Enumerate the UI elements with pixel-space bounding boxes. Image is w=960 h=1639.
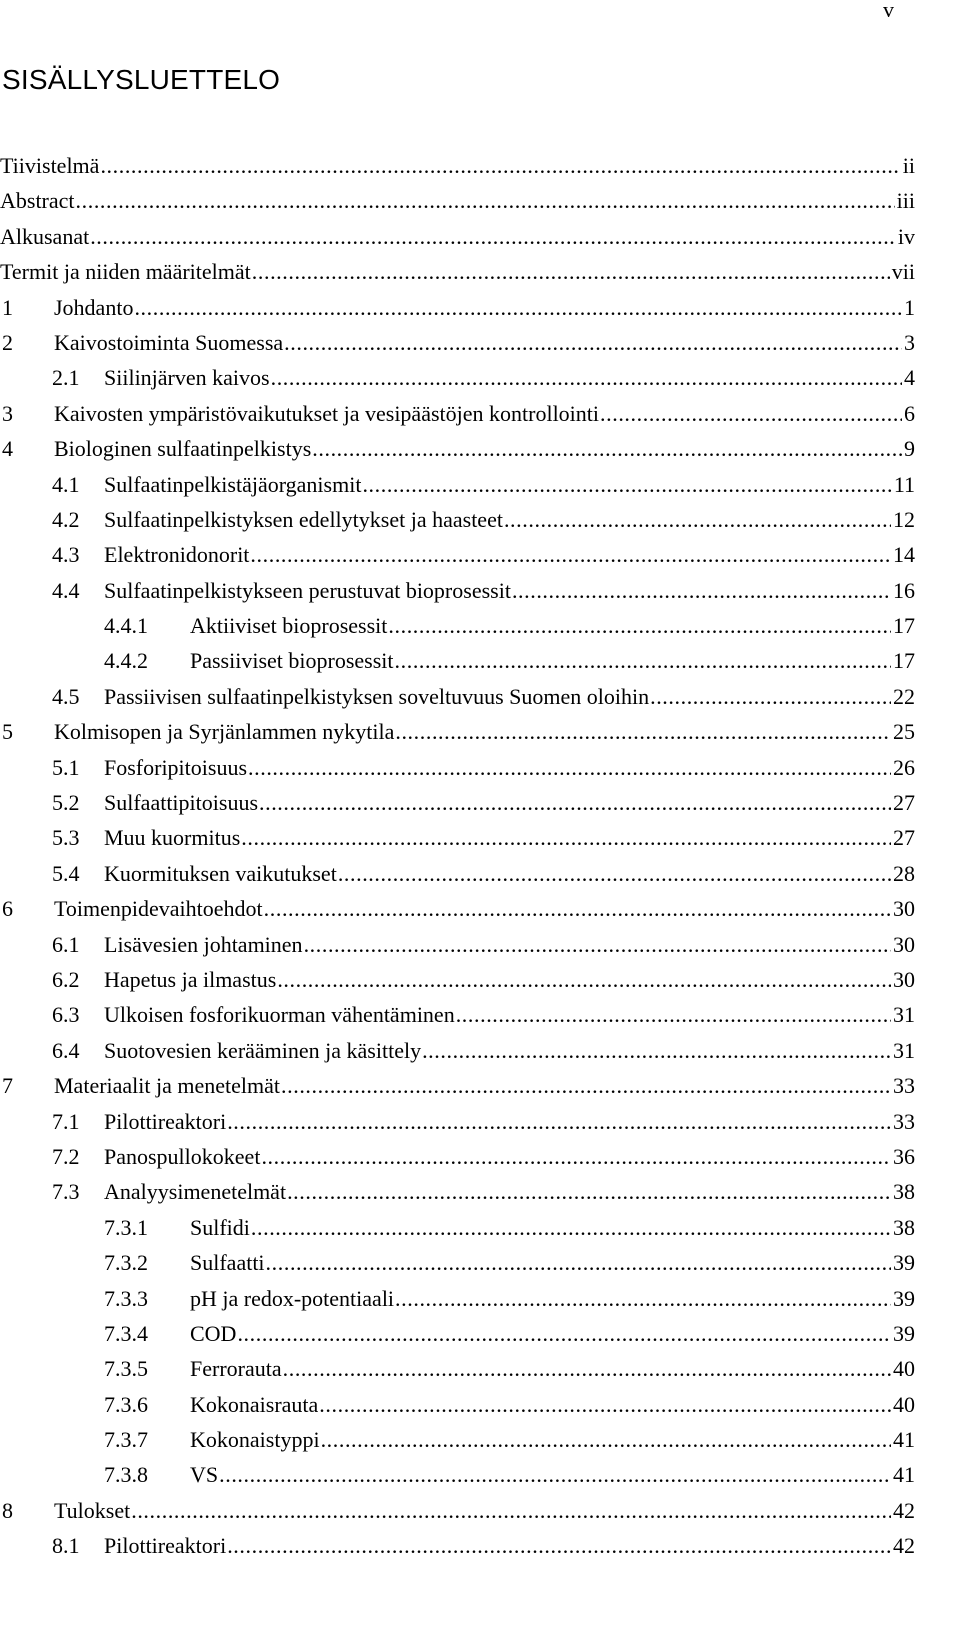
- toc-entry-label: Hapetus ja ilmastus: [104, 966, 277, 992]
- toc-entry-number: 7.3.3: [104, 1285, 148, 1311]
- toc-entry[interactable]: [0, 714, 915, 749]
- toc-dot-leader: [283, 1351, 891, 1386]
- toc-entry[interactable]: [0, 1068, 915, 1103]
- toc-dot-leader: [261, 1139, 891, 1174]
- toc-entry-page: 31: [893, 1002, 915, 1028]
- toc-dot-leader: [504, 502, 891, 537]
- toc-entry[interactable]: [0, 891, 915, 926]
- toc-entry-number: 8.1: [52, 1533, 80, 1559]
- toc-entry[interactable]: [0, 856, 915, 891]
- toc-entry-number: 6.4: [52, 1037, 80, 1063]
- toc-dot-leader: [271, 360, 902, 395]
- toc-entry-page: 3: [904, 329, 915, 355]
- toc-entry-number: 5.3: [52, 825, 80, 851]
- toc-entry-number: 5.2: [52, 790, 80, 816]
- toc-entry-number: 7.3: [52, 1179, 80, 1205]
- toc-entry-label: Siilinjärven kaivos: [104, 365, 270, 391]
- toc-entry[interactable]: [0, 927, 915, 962]
- toc-entry-label: Toimenpidevaihtoehdot: [54, 896, 263, 922]
- toc-entry-number: 6.1: [52, 931, 80, 957]
- toc-entry-number: 6.2: [52, 966, 80, 992]
- toc-entry-label: Tiivistelmä: [0, 153, 100, 178]
- toc-entry-page: ii: [902, 153, 915, 178]
- toc-entry[interactable]: [0, 1245, 915, 1280]
- toc-entry[interactable]: [0, 750, 915, 785]
- toc-dot-leader: [650, 679, 891, 714]
- toc-dot-leader: [319, 1387, 891, 1422]
- toc-entry-label: Kaivosten ympäristövaikutukset ja vesipäästöjen kontrollointi: [54, 400, 600, 426]
- toc-entry-page: 33: [893, 1108, 915, 1134]
- toc-dot-leader: [277, 962, 891, 997]
- toc-entry[interactable]: [0, 290, 915, 325]
- toc-entry[interactable]: [0, 219, 915, 254]
- toc-entry-page: 40: [893, 1356, 915, 1382]
- toc-entry-page: 22: [893, 683, 915, 709]
- toc-entry-label: Tulokset: [54, 1497, 131, 1523]
- toc-entry[interactable]: [0, 573, 915, 608]
- toc-entry-number: 7.3.6: [104, 1391, 148, 1417]
- toc-entry-label: Materiaalit ja menetelmät: [54, 1073, 281, 1099]
- toc-dot-leader: [241, 820, 891, 855]
- toc-entry-label: Ulkoisen fosforikuorman vähentäminen: [104, 1002, 455, 1028]
- toc-entry-page: vii: [891, 259, 915, 285]
- toc-dot-leader: [600, 396, 902, 431]
- toc-dot-leader: [237, 1316, 891, 1351]
- toc-entry-page: 26: [893, 754, 915, 780]
- toc-title: SISÄLLYSLUETTELO: [2, 64, 281, 95]
- toc-entry[interactable]: [0, 183, 915, 218]
- toc-entry-label: Johdanto: [54, 294, 134, 320]
- toc-dot-leader: [388, 608, 891, 643]
- toc-entry-number: 3: [2, 400, 13, 426]
- toc-entry-page: 33: [893, 1073, 915, 1099]
- toc-entry-label: Elektronidonorit: [104, 542, 250, 568]
- toc-entry-page: 30: [893, 966, 915, 992]
- toc-dot-leader: [248, 750, 891, 785]
- toc-entry-label: Abstract: [0, 188, 75, 214]
- toc-dot-leader: [362, 467, 891, 502]
- toc-entry-number: 7.3.2: [104, 1250, 148, 1276]
- toc-entry[interactable]: [0, 325, 915, 360]
- toc-entry-label: Passiivisen sulfaatinpelkistyksen soveltuvuus Suomen oloihin: [104, 683, 650, 709]
- toc-entry-label: Analyysimenetelmät: [104, 1179, 287, 1205]
- toc-entry-label: Kokonaisrauta: [190, 1391, 319, 1417]
- toc-entry-page: 6: [904, 400, 915, 426]
- toc-entry[interactable]: [0, 537, 915, 572]
- toc-entry-label: Termit ja niiden määritelmät: [0, 259, 251, 285]
- toc-entry[interactable]: [0, 1422, 915, 1457]
- toc-entry-page: 38: [893, 1179, 915, 1205]
- toc-entry-label: Sulfaattipitoisuus: [104, 790, 258, 816]
- toc-dot-leader: [395, 1281, 891, 1316]
- toc-entry[interactable]: [0, 360, 915, 395]
- toc-entry-number: 5.4: [52, 860, 80, 886]
- toc-entry[interactable]: [0, 1139, 915, 1174]
- toc-entry[interactable]: [0, 1033, 915, 1068]
- toc-entry[interactable]: [0, 502, 915, 537]
- toc-entry-number: 4.1: [52, 471, 80, 497]
- toc-dot-leader: [219, 1457, 891, 1492]
- toc-dot-leader: [251, 1210, 891, 1245]
- toc-entry-page: 36: [893, 1143, 915, 1169]
- toc-entry-label: Pilottireaktori: [104, 1108, 227, 1134]
- toc-entry-page: 31: [893, 1037, 915, 1063]
- toc-entry-label: COD: [190, 1320, 237, 1346]
- toc-entry-page: 40: [893, 1391, 915, 1417]
- toc-entry-number: 5: [2, 719, 13, 745]
- toc-entry-page: 28: [893, 860, 915, 886]
- toc-entry-label: Biologinen sulfaatinpelkistys: [54, 436, 312, 462]
- toc-entry[interactable]: [0, 643, 915, 678]
- toc-entry-number: 2.1: [52, 365, 80, 391]
- toc-entry[interactable]: [0, 1493, 915, 1528]
- toc-entry-page: 41: [893, 1427, 915, 1453]
- toc-entry-label: Passiiviset bioprosessit: [190, 648, 394, 674]
- toc-dot-leader: [456, 997, 891, 1032]
- toc-entry-page: 27: [893, 790, 915, 816]
- toc-entry-label: Sulfaatti: [190, 1250, 265, 1276]
- toc-entry[interactable]: [0, 1387, 915, 1422]
- toc-entry-page: 11: [893, 471, 915, 497]
- toc-entry[interactable]: [0, 1528, 915, 1563]
- toc-entry-page: 17: [893, 613, 915, 639]
- toc-entry-number: 6: [2, 896, 13, 922]
- toc-entry-label: Sulfidi: [190, 1214, 250, 1240]
- toc-entry-page: 25: [893, 719, 915, 745]
- toc-entry-number: 7.1: [52, 1108, 80, 1134]
- toc-entry-page: 14: [893, 542, 915, 568]
- toc-entry[interactable]: [0, 1104, 915, 1139]
- toc-dot-leader: [76, 183, 895, 218]
- toc-entry-number: 7: [2, 1073, 13, 1099]
- toc-entry[interactable]: [0, 1316, 915, 1351]
- toc-entry-page: 30: [893, 896, 915, 922]
- toc-dot-leader: [395, 643, 891, 678]
- toc-entry-page: iv: [897, 223, 915, 249]
- page-number: v: [883, 0, 894, 22]
- toc-entry-number: 4.4: [52, 577, 80, 603]
- toc-entry-number: 4.4.1: [104, 613, 148, 639]
- toc-entry-number: 5.1: [52, 754, 80, 780]
- toc-dot-leader: [512, 573, 891, 608]
- toc-entry[interactable]: [0, 396, 915, 431]
- toc-entry-number: 7.2: [52, 1143, 80, 1169]
- toc-dot-leader: [227, 1528, 891, 1563]
- toc-entry-number: 2: [2, 329, 13, 355]
- toc-dot-leader: [131, 1493, 891, 1528]
- toc-entry-page: 39: [893, 1250, 915, 1276]
- toc-entry[interactable]: [0, 962, 915, 997]
- toc-dot-leader: [281, 1068, 891, 1103]
- toc-entry-label: Ferrorauta: [190, 1356, 282, 1382]
- toc-entry[interactable]: [0, 1174, 915, 1209]
- toc-dot-leader: [252, 254, 890, 289]
- toc-entry-page: iii: [896, 188, 915, 214]
- toc-entry[interactable]: [0, 1210, 915, 1245]
- toc-entry-number: 4.5: [52, 683, 80, 709]
- toc-entry-number: 7.3.1: [104, 1214, 148, 1240]
- toc-entry-page: 4: [904, 365, 915, 391]
- toc-entry[interactable]: [0, 679, 915, 714]
- toc-entry-label: Suotovesien kerääminen ja käsittely: [104, 1037, 422, 1063]
- toc-entry-page: 42: [893, 1533, 915, 1559]
- toc-dot-leader: [90, 219, 896, 254]
- toc-entry[interactable]: [0, 1281, 915, 1316]
- toc-entry-label: Kolmisopen ja Syrjänlammen nykytila: [54, 719, 395, 745]
- toc-dot-leader: [422, 1033, 891, 1068]
- toc-dot-leader: [287, 1174, 891, 1209]
- toc-entry-page: 16: [893, 577, 915, 603]
- toc-entry[interactable]: [0, 608, 915, 643]
- toc-entry-number: 1: [2, 294, 13, 320]
- toc-dot-leader: [312, 431, 902, 466]
- toc-entry-label: Kaivostoiminta Suomessa: [54, 329, 284, 355]
- toc-entry-label: Sulfaatinpelkistyksen edellytykset ja haasteet: [104, 506, 503, 532]
- toc-entry[interactable]: [0, 254, 915, 289]
- toc-dot-leader: [134, 290, 902, 325]
- toc-entry-label: Aktiiviset bioprosessit: [190, 613, 388, 639]
- toc-entry-label: Panospullokokeet: [104, 1143, 261, 1169]
- toc-entry-number: 6.3: [52, 1002, 80, 1028]
- toc-dot-leader: [321, 1422, 891, 1457]
- toc-entry[interactable]: [0, 148, 915, 183]
- toc-entry-number: 4.2: [52, 506, 80, 532]
- toc-entry[interactable]: [0, 820, 915, 855]
- toc-entry-label: Pilottireaktori: [104, 1533, 227, 1559]
- toc-entry[interactable]: [0, 997, 915, 1032]
- toc-entry-label: Kuormituksen vaikutukset: [104, 860, 337, 886]
- toc-entry[interactable]: [0, 467, 915, 502]
- toc-entry-label: Alkusanat: [0, 223, 90, 249]
- toc-entry-label: Sulfaatinpelkistäjäorganismit: [104, 471, 362, 497]
- toc-entry-label: VS: [190, 1462, 219, 1488]
- toc-entry-page: 12: [893, 506, 915, 532]
- toc-dot-leader: [266, 1245, 891, 1280]
- toc-entry-number: 8: [2, 1497, 13, 1523]
- toc-entry-number: 7.3.5: [104, 1356, 148, 1382]
- toc-dot-leader: [264, 891, 891, 926]
- toc-entry-page: 42: [893, 1497, 915, 1523]
- toc-entry-number: 7.3.8: [104, 1462, 148, 1488]
- toc-entry-page: 39: [893, 1320, 915, 1346]
- toc-entry-label: Sulfaatinpelkistykseen perustuvat bioprosessit: [104, 577, 511, 603]
- toc-entry-page: 17: [893, 648, 915, 674]
- toc-entry-label: Fosforipitoisuus: [104, 754, 248, 780]
- toc-entry-number: 4.4.2: [104, 648, 148, 674]
- toc-entry[interactable]: [0, 1351, 915, 1386]
- toc-dot-leader: [250, 537, 891, 572]
- toc-dot-leader: [284, 325, 902, 360]
- toc-entry-number: 4: [2, 436, 13, 462]
- toc-entry-number: 7.3.7: [104, 1427, 148, 1453]
- toc-dot-leader: [100, 148, 900, 183]
- toc-entry[interactable]: [0, 431, 915, 466]
- toc-dot-leader: [338, 856, 891, 891]
- toc-entry-label: Kokonaistyppi: [190, 1427, 320, 1453]
- toc-entry-page: 9: [904, 436, 915, 462]
- toc-entry[interactable]: [0, 1457, 915, 1492]
- toc-entry-number: 7.3.4: [104, 1320, 148, 1346]
- toc-entry-label: pH ja redox-potentiaali: [190, 1285, 395, 1311]
- toc-entry-label: Lisävesien johtaminen: [104, 931, 303, 957]
- toc-entry-page: 1: [904, 294, 915, 320]
- toc-entry-page: 38: [893, 1214, 915, 1240]
- toc-entry-label: Muu kuormitus: [104, 825, 241, 851]
- table-of-contents: [0, 148, 915, 1564]
- toc-dot-leader: [304, 927, 891, 962]
- toc-entry-page: 30: [893, 931, 915, 957]
- toc-dot-leader: [395, 714, 891, 749]
- toc-entry[interactable]: [0, 785, 915, 820]
- toc-entry-page: 27: [893, 825, 915, 851]
- toc-entry-page: 41: [893, 1462, 915, 1488]
- toc-dot-leader: [227, 1104, 891, 1139]
- toc-entry-page: 39: [893, 1285, 915, 1311]
- toc-entry-number: 4.3: [52, 542, 80, 568]
- toc-dot-leader: [259, 785, 891, 820]
